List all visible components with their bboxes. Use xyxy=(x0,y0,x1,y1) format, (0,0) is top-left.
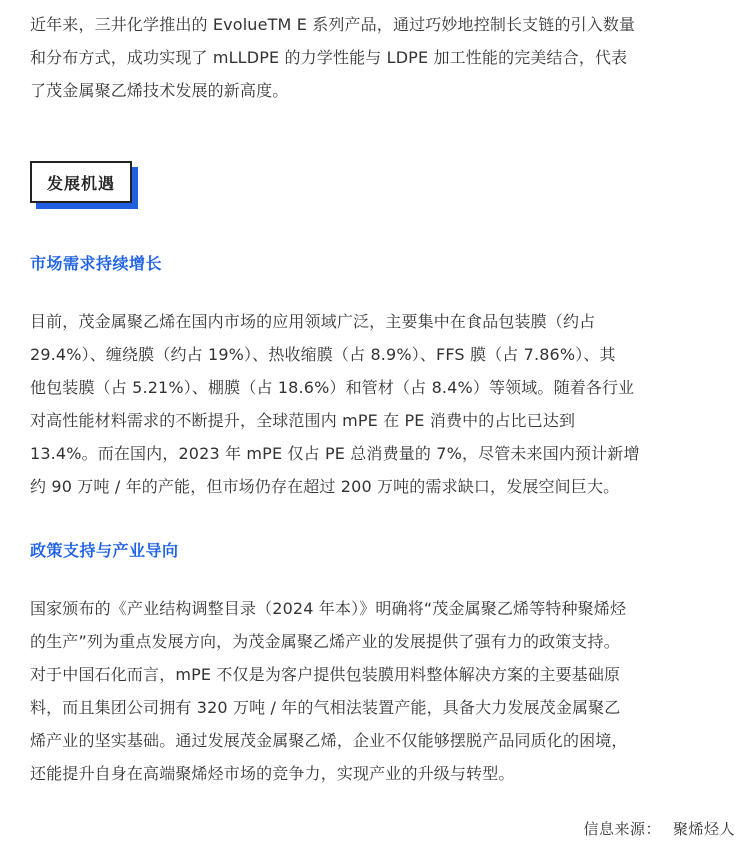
market-heading: 市场需求持续增长 xyxy=(30,254,163,273)
market-paragraph xyxy=(30,305,640,503)
paragraph-line: 和分布方式，成功实现了 mLLDPE 的力学性能与 LDPE 加工性能的完美结合，代表 xyxy=(30,48,628,67)
paragraph-line: 他包装膜（占 5.21%）、棚膜（占 18.6%）和管材（占 8.4%）等领域。随着各行业 xyxy=(30,378,635,397)
policy-heading: 政策支持与产业导向 xyxy=(30,541,179,560)
paragraph-line: 料，而且集团公司拥有 320 万吨 / 年的气相法装置产能，具备大力发展茂金属聚乙 xyxy=(30,698,621,717)
policy-paragraph xyxy=(30,592,628,790)
paragraph-line: 还能提升自身在高端聚烯烃市场的竞争力，实现产业的升级与转型。 xyxy=(30,764,515,783)
paragraph-line: 国家颁布的《产业结构调整目录（2024 年本）》明确将“茂金属聚乙烯等特种聚烯烃 xyxy=(30,599,627,618)
paragraph-line: 烯产业的坚实基础。通过发展茂金属聚乙烯，企业不仅能够摆脱产品同质化的困境， xyxy=(30,731,628,750)
source-credit xyxy=(583,818,735,839)
section-title-box xyxy=(30,161,136,207)
section-title: 发展机遇 xyxy=(30,161,132,203)
paragraph-line: 了茂金属聚乙烯技术发展的新高度。 xyxy=(30,81,289,100)
paragraph-line: 对高性能材料需求的不断提升，全球范围内 mPE 在 PE 消费中的占比已达到 xyxy=(30,411,576,430)
source-name: 聚烯烃人 xyxy=(672,820,735,838)
paragraph-line: 目前，茂金属聚乙烯在国内市场的应用领域广泛，主要集中在食品包装膜（约占 xyxy=(30,312,596,331)
paragraph-line: 29.4%）、缠绕膜（约占 19%）、热收缩膜（占 8.9%）、FFS 膜（占 7.86%）、其 xyxy=(30,345,616,364)
paragraph-line: 约 90 万吨 / 年的产能，但市场仍存在超过 200 万吨的需求缺口，发展空间巨大。 xyxy=(30,477,620,496)
paragraph-line: 的生产”列为重点发展方向，为茂金属聚乙烯产业的发展提供了强有力的政策支持。 xyxy=(30,632,620,651)
source-label: 信息来源： xyxy=(583,820,661,838)
paragraph-line: 对于中国石化而言，mPE 不仅是为客户提供包装膜用料整体解决方案的主要基础原 xyxy=(30,665,621,684)
intro-paragraph xyxy=(30,8,635,107)
paragraph-line: 近年来，三井化学推出的 EvolueTM E 系列产品，通过巧妙地控制长支链的引入数量 xyxy=(30,15,636,34)
paragraph-line: 13.4%。而在国内，2023 年 mPE 仅占 PE 总消费量的 7%，尽管未来国内预计新增 xyxy=(30,444,640,463)
